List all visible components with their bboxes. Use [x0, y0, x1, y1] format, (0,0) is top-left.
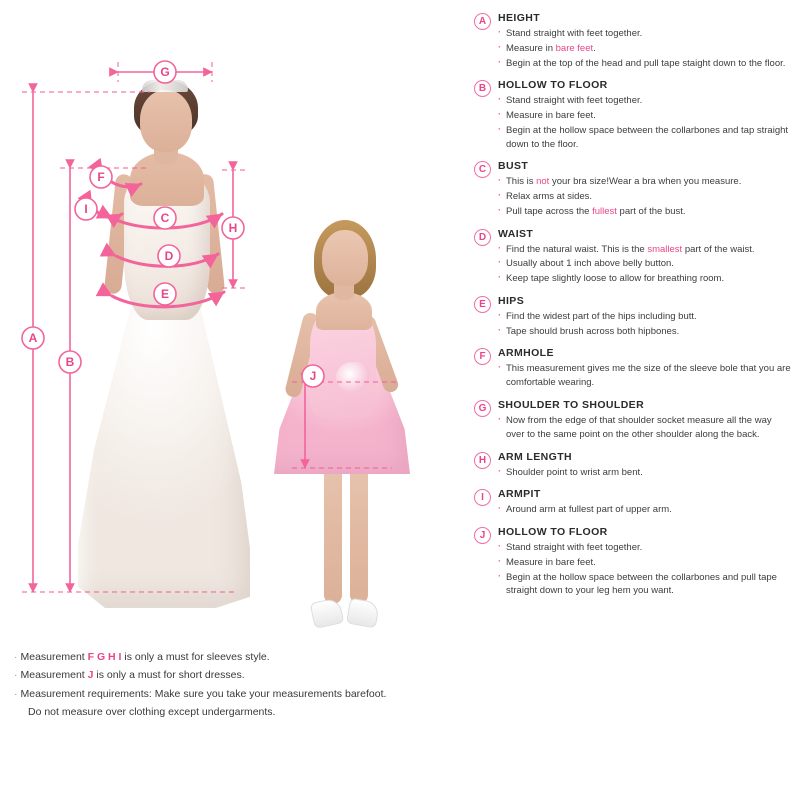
footnote-prefix: Measurement — [20, 651, 88, 663]
entry-title: HIPS — [498, 294, 525, 307]
bullet-dot-icon: · — [14, 669, 18, 682]
entry-bullet: · Now from the edge of that shoulder socket measure all the way over to the same point on the other shoulder along the back. — [498, 414, 792, 442]
entry-bullet: · Begin at the top of the head and pull tape staight down to the floor. — [498, 57, 792, 71]
entry-bullet: · Measure in bare feet. — [498, 556, 792, 570]
instruction-entry-hips — [470, 295, 792, 339]
entry-bullet — [498, 175, 792, 189]
instruction-entry-arm-length — [470, 451, 792, 480]
entry-bullet: · Stand straight with feet together. — [498, 27, 792, 41]
entry-bullet — [498, 243, 792, 257]
badge-c: C — [474, 161, 491, 178]
footnote-prefix: Measurement — [20, 669, 88, 682]
entry-bullet: · Find the widest part of the hips including butt. — [498, 310, 792, 324]
badge-d: D — [474, 229, 491, 246]
instruction-entry-bust — [470, 160, 792, 218]
bullet-pre: This is — [506, 176, 537, 188]
badge-g: G — [474, 400, 491, 417]
badge-a: A — [474, 13, 491, 30]
entry-bullet — [498, 42, 792, 56]
badge-i: I — [474, 489, 491, 506]
entry-bullet: · Relax arms at sides. — [498, 190, 792, 204]
entry-title: BUST — [498, 160, 529, 173]
footnote-letters: F G H I — [87, 651, 122, 663]
badge-e: E — [474, 296, 491, 313]
bullet-highlight: bare feet — [555, 42, 594, 54]
bullet-pre: Measure in — [506, 42, 556, 54]
instruction-entry-hollow-to-floor-short — [470, 526, 792, 598]
entry-bullet: · Keep tape slightly loose to allow for breathing room. — [498, 272, 792, 286]
entry-title: SHOULDER TO SHOULDER — [498, 399, 645, 412]
entry-bullet: · Usually about 1 inch above belly button. — [498, 257, 792, 271]
entry-bullet: · Shoulder point to wrist arm bent. — [498, 466, 792, 480]
instruction-entry-armhole — [470, 347, 792, 390]
bullet-dot-icon: · — [14, 651, 18, 663]
bullet-post: your bra size!Wear a bra when you measure. — [549, 176, 742, 188]
instruction-entry-armpit — [470, 488, 792, 517]
entry-title: HOLLOW TO FLOOR — [498, 526, 608, 539]
entry-bullet: · Begin at the hollow space between the collarbones and pull tape straight down to your leg hem you want. — [498, 571, 792, 599]
badge-f: F — [474, 348, 491, 365]
footnote-suffix: is only a must for short dresses. — [93, 669, 245, 682]
bullet-dot-icon: · — [14, 687, 18, 700]
svg-text:E: E — [160, 287, 170, 301]
bullet-pre: Pull tape across the — [506, 205, 593, 217]
instruction-entry-waist — [470, 228, 792, 286]
entry-bullet — [498, 205, 792, 219]
svg-text:H: H — [228, 221, 238, 235]
footnote-item — [14, 666, 444, 684]
svg-text:A: A — [28, 331, 38, 345]
svg-text:J: J — [309, 369, 317, 383]
entry-title: ARMPIT — [498, 488, 541, 501]
bullet-highlight: not — [536, 176, 550, 188]
entry-bullet: · Tape should brush across both hipbones. — [498, 325, 792, 339]
instruction-entry-shoulder-to-shoulder — [470, 399, 792, 442]
footnote-item — [14, 685, 444, 703]
footnote-prefix: Measurement requirements: Make sure you take your measurements barefoot. — [20, 687, 387, 700]
footnote-suffix: is only a must for sleeves style. — [121, 651, 270, 663]
bullet-post: part of the bust. — [616, 205, 686, 217]
measurement-diagram — [0, 0, 460, 640]
instruction-entry-hollow-to-floor — [470, 79, 792, 151]
measurement-lines-overlay — [0, 0, 460, 640]
bullet-pre: Find the natural waist. This is the — [506, 243, 648, 255]
bullet-highlight: fullest — [592, 205, 617, 217]
svg-text:I: I — [84, 202, 88, 216]
bullet-post: part of the waist. — [682, 243, 755, 255]
entry-bullet: · Stand straight with feet together. — [498, 541, 792, 555]
entry-title: ARMHOLE — [498, 347, 554, 360]
svg-text:B: B — [65, 355, 75, 369]
badge-h: H — [474, 452, 491, 469]
instruction-entry-height — [470, 12, 792, 70]
footnote-item — [14, 648, 444, 666]
bullet-highlight: smallest — [647, 243, 683, 255]
footnotes — [14, 648, 444, 722]
svg-text:G: G — [160, 65, 170, 79]
entry-title: ARM LENGTH — [498, 450, 572, 463]
entry-bullet: · Stand straight with feet together. — [498, 94, 792, 108]
entry-bullet: · Around arm at fullest part of upper arm. — [498, 503, 792, 517]
footnote-continuation: Do not measure over clothing except undergarments. — [28, 706, 276, 719]
svg-text:F: F — [97, 170, 105, 184]
svg-text:D: D — [164, 249, 174, 263]
entry-bullet: · Measure in bare feet. — [498, 109, 792, 123]
footnote-letters: J — [87, 669, 94, 682]
svg-text:C: C — [160, 211, 170, 225]
entry-bullet: · Begin at the hollow space between the collarbones and tap straight down to the floor. — [498, 124, 792, 152]
entry-title: WAIST — [498, 227, 534, 240]
entry-bullet: · This measurement gives me the size of the sleeve bole that you are comfortable wearing. — [498, 362, 792, 390]
badge-b: B — [474, 80, 491, 97]
bullet-post: . — [593, 42, 596, 54]
entry-title: HEIGHT — [498, 12, 541, 24]
entry-title: HOLLOW TO FLOOR — [498, 79, 608, 92]
instructions-list — [470, 12, 792, 792]
badge-j: J — [474, 527, 491, 544]
